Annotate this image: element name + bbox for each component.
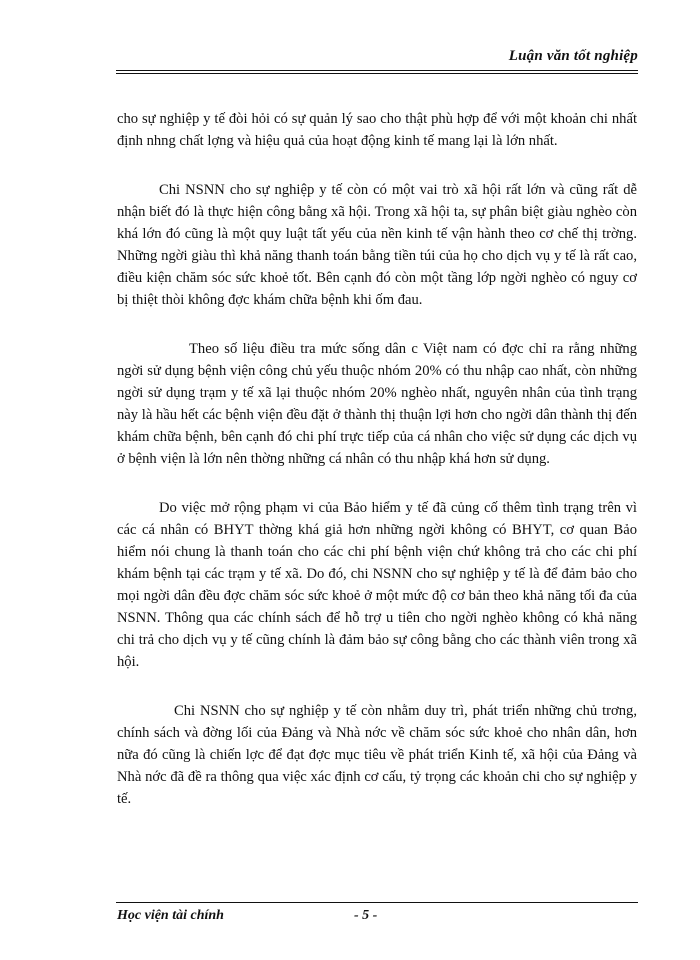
paragraph-3: Theo số liệu điều tra mức sống dân c Việt nam có đợc chỉ ra rằng những ngời sử dụng bệnh viện công chủ yếu thuộc nhóm 20% có thu nhập cao nhất, còn những ngời sử dụng trạm y tế xã lại thuộc nhóm 20% nghèo nhất, nguyên nhân của tình trạng này là hầu hết các bệnh viện đều đặt ở thành thị thuận lợi hơn cho ngời dân thành thị đến khám chữa bệnh, bên cạnh đó chi phí trực tiếp của cá nhân cho việc sử dụng các dịch vụ ở bệnh viện là lớn nên thờng những cá nhân có thu nhập khá hơn sử dụng. xyxy=(117,341,637,467)
footer-institution: Học viện tài chính xyxy=(117,908,224,923)
page-number: - 5 - xyxy=(354,908,378,923)
header-rule xyxy=(116,70,638,71)
body-text xyxy=(117,108,637,810)
paragraph-5: Chi NSNN cho sự nghiệp y tế còn nhằm duy trì, phát triển những chủ trơng, chính sách và đờng lối của Đảng và Nhà nớc về chăm sóc sức khoẻ cho nhân dân, hơn nữa đó cũng là chiến lợc để đạt đợc mục tiêu về phát triển Kinh tế, xã hội của Đảng và Nhà nớc đã đề ra thông qua việc xác định cơ cấu, tỷ trọng các khoản chi cho sự nghiệp y tế. xyxy=(117,703,637,807)
running-header-title: Luận văn tốt nghiệp xyxy=(508,48,638,64)
paragraph-2: Chi NSNN cho sự nghiệp y tế còn có một vai trò xã hội rất lớn và cũng rất dễ nhận biết đó là thực hiện công bằng xã hội. Trong xã hội ta, sự phân biệt giàu nghèo còn khá lớn đó cũng là một quy luật tất yếu của nền kinh tế vận hành theo cơ chế thị trờng. Những ngời giàu thì khả năng thanh toán bằng tiền túi của họ cho dịch vụ y tế là rất cao, điều kiện chăm sóc sức khoẻ tốt. Bên cạnh đó còn một tầng lớp ngời nghèo có nguy cơ bị thiệt thòi không đợc khám chữa bệnh khi ốm đau. xyxy=(117,182,637,308)
header-rule-thin xyxy=(116,73,638,74)
footer-rule xyxy=(116,902,638,903)
paragraph-4: Do việc mở rộng phạm vi của Bảo hiểm y tế đã củng cố thêm tình trạng trên vì các cá nhân có BHYT thờng khá giả hơn những ngời không có BHYT, cơ quan Bảo hiểm nói chung là thanh toán cho các chi phí bệnh viện chứ không trả cho các chi phí khám bệnh tại các trạm y tế xã. Do đó, chi NSNN cho sự nghiệp y tế là để đảm bảo cho mọi ngời dân đều đợc chăm sóc sức khoẻ ở một mức độ cơ bản theo khả năng tối đa của NSNN. Thông qua các chính sách để hỗ trợ u tiên cho ngời nghèo không có khả năng chi trả cho dịch vụ y tế cũng chính là đảm bảo sự công bằng cho các thành viên trong xã hội. xyxy=(117,500,637,670)
paragraph-1: cho sự nghiệp y tế đòi hỏi có sự quản lý sao cho thật phù hợp để với một khoản chi nhất định nhng chất lợng và hiệu quả của hoạt động kinh tế mang lại là lớn nhất. xyxy=(117,111,637,149)
